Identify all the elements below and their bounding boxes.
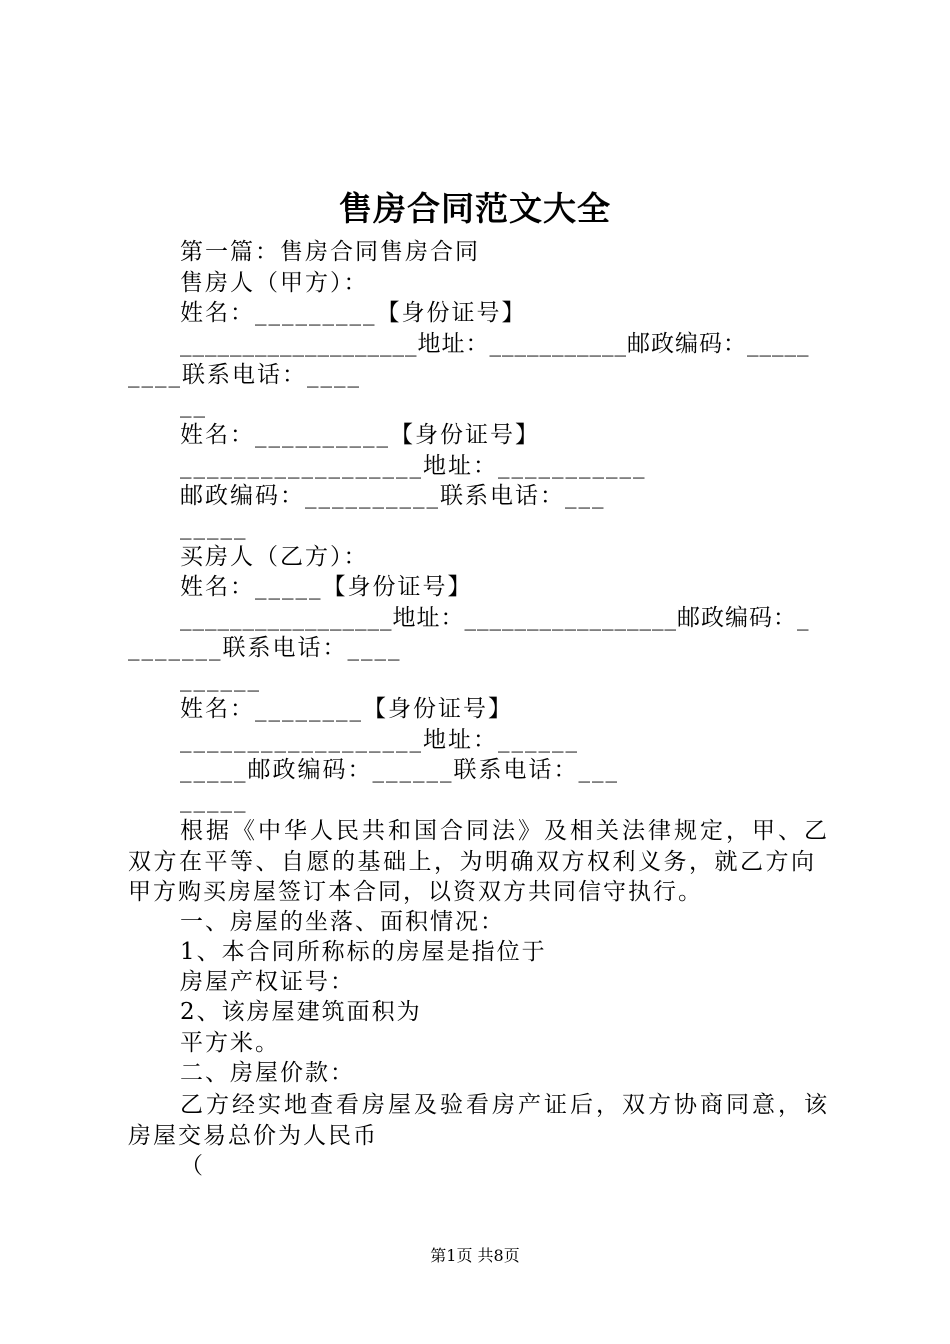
seller-1-name-line: 姓名：_________【身份证号】 xyxy=(180,300,527,326)
document-title: 售房合同范文大全 xyxy=(339,189,611,228)
clause-2-body-line-1: 乙方经实地查看房屋及验看房产证后，双方协商同意，该 xyxy=(180,1092,830,1118)
seller-2-name-line: 姓名：__________【身份证号】 xyxy=(180,422,540,448)
seller-2-postcode-line: 邮政编码：__________联系电话：___ xyxy=(180,483,606,509)
buyer-2-blank-line: _____ xyxy=(180,787,248,813)
buyer-1-blank-line: ______ xyxy=(180,666,261,692)
clause-2-heading: 二、房屋价款： xyxy=(180,1060,355,1086)
preamble-line-3: 甲方购买房屋签订本合同，以资双方共同信守执行。 xyxy=(128,879,703,905)
buyer-2-address-line: __________________地址：______ xyxy=(180,727,579,753)
clause-1-item-2: 2、该房屋建筑面积为 xyxy=(180,999,422,1025)
clause-1-item-1: 1、本合同所称标的房屋是指位于 xyxy=(180,939,547,965)
clause-2-open-paren: （ xyxy=(180,1153,205,1179)
buyer-1-name-line: 姓名：_____【身份证号】 xyxy=(180,574,473,600)
buyer-2-postcode-line: _____邮政编码：______联系电话：___ xyxy=(180,757,619,783)
buyer-2-name-line: 姓名：________【身份证号】 xyxy=(180,696,513,722)
clause-1-area-unit: 平方米。 xyxy=(180,1030,280,1056)
preamble-line-2: 双方在平等、自愿的基础上，为明确双方权利义务，就乙方向 xyxy=(128,849,817,875)
page-footer: 第1页 共8页 xyxy=(430,1246,520,1265)
seller-2-address-line: __________________地址：___________ xyxy=(180,453,647,479)
preamble-line-1: 根据《中华人民共和国合同法》及相关法律规定，甲、乙 xyxy=(180,818,830,844)
buyer-1-phone-line: _______联系电话：____ xyxy=(128,635,402,661)
buyer-heading: 买房人（乙方）： xyxy=(180,544,369,570)
buyer-1-address-line: _________________地址：_________________邮政编码：_ xyxy=(180,605,810,631)
seller-1-address-line: ___________________地址：___________邮政编码：_____ xyxy=(180,331,810,357)
seller-1-phone-line: ____联系电话：____ xyxy=(128,362,361,388)
section-heading: 第一篇：售房合同售房合同 xyxy=(180,239,480,265)
seller-1-blank-line: __ xyxy=(180,392,207,418)
clause-1-heading: 一、房屋的坐落、面积情况： xyxy=(180,909,505,935)
clause-2-body-line-2: 房屋交易总价为人民币 xyxy=(128,1123,378,1149)
seller-2-blank-line: _____ xyxy=(180,514,248,540)
clause-1-certificate: 房屋产权证号： xyxy=(180,969,355,995)
seller-heading: 售房人（甲方）： xyxy=(180,270,369,296)
